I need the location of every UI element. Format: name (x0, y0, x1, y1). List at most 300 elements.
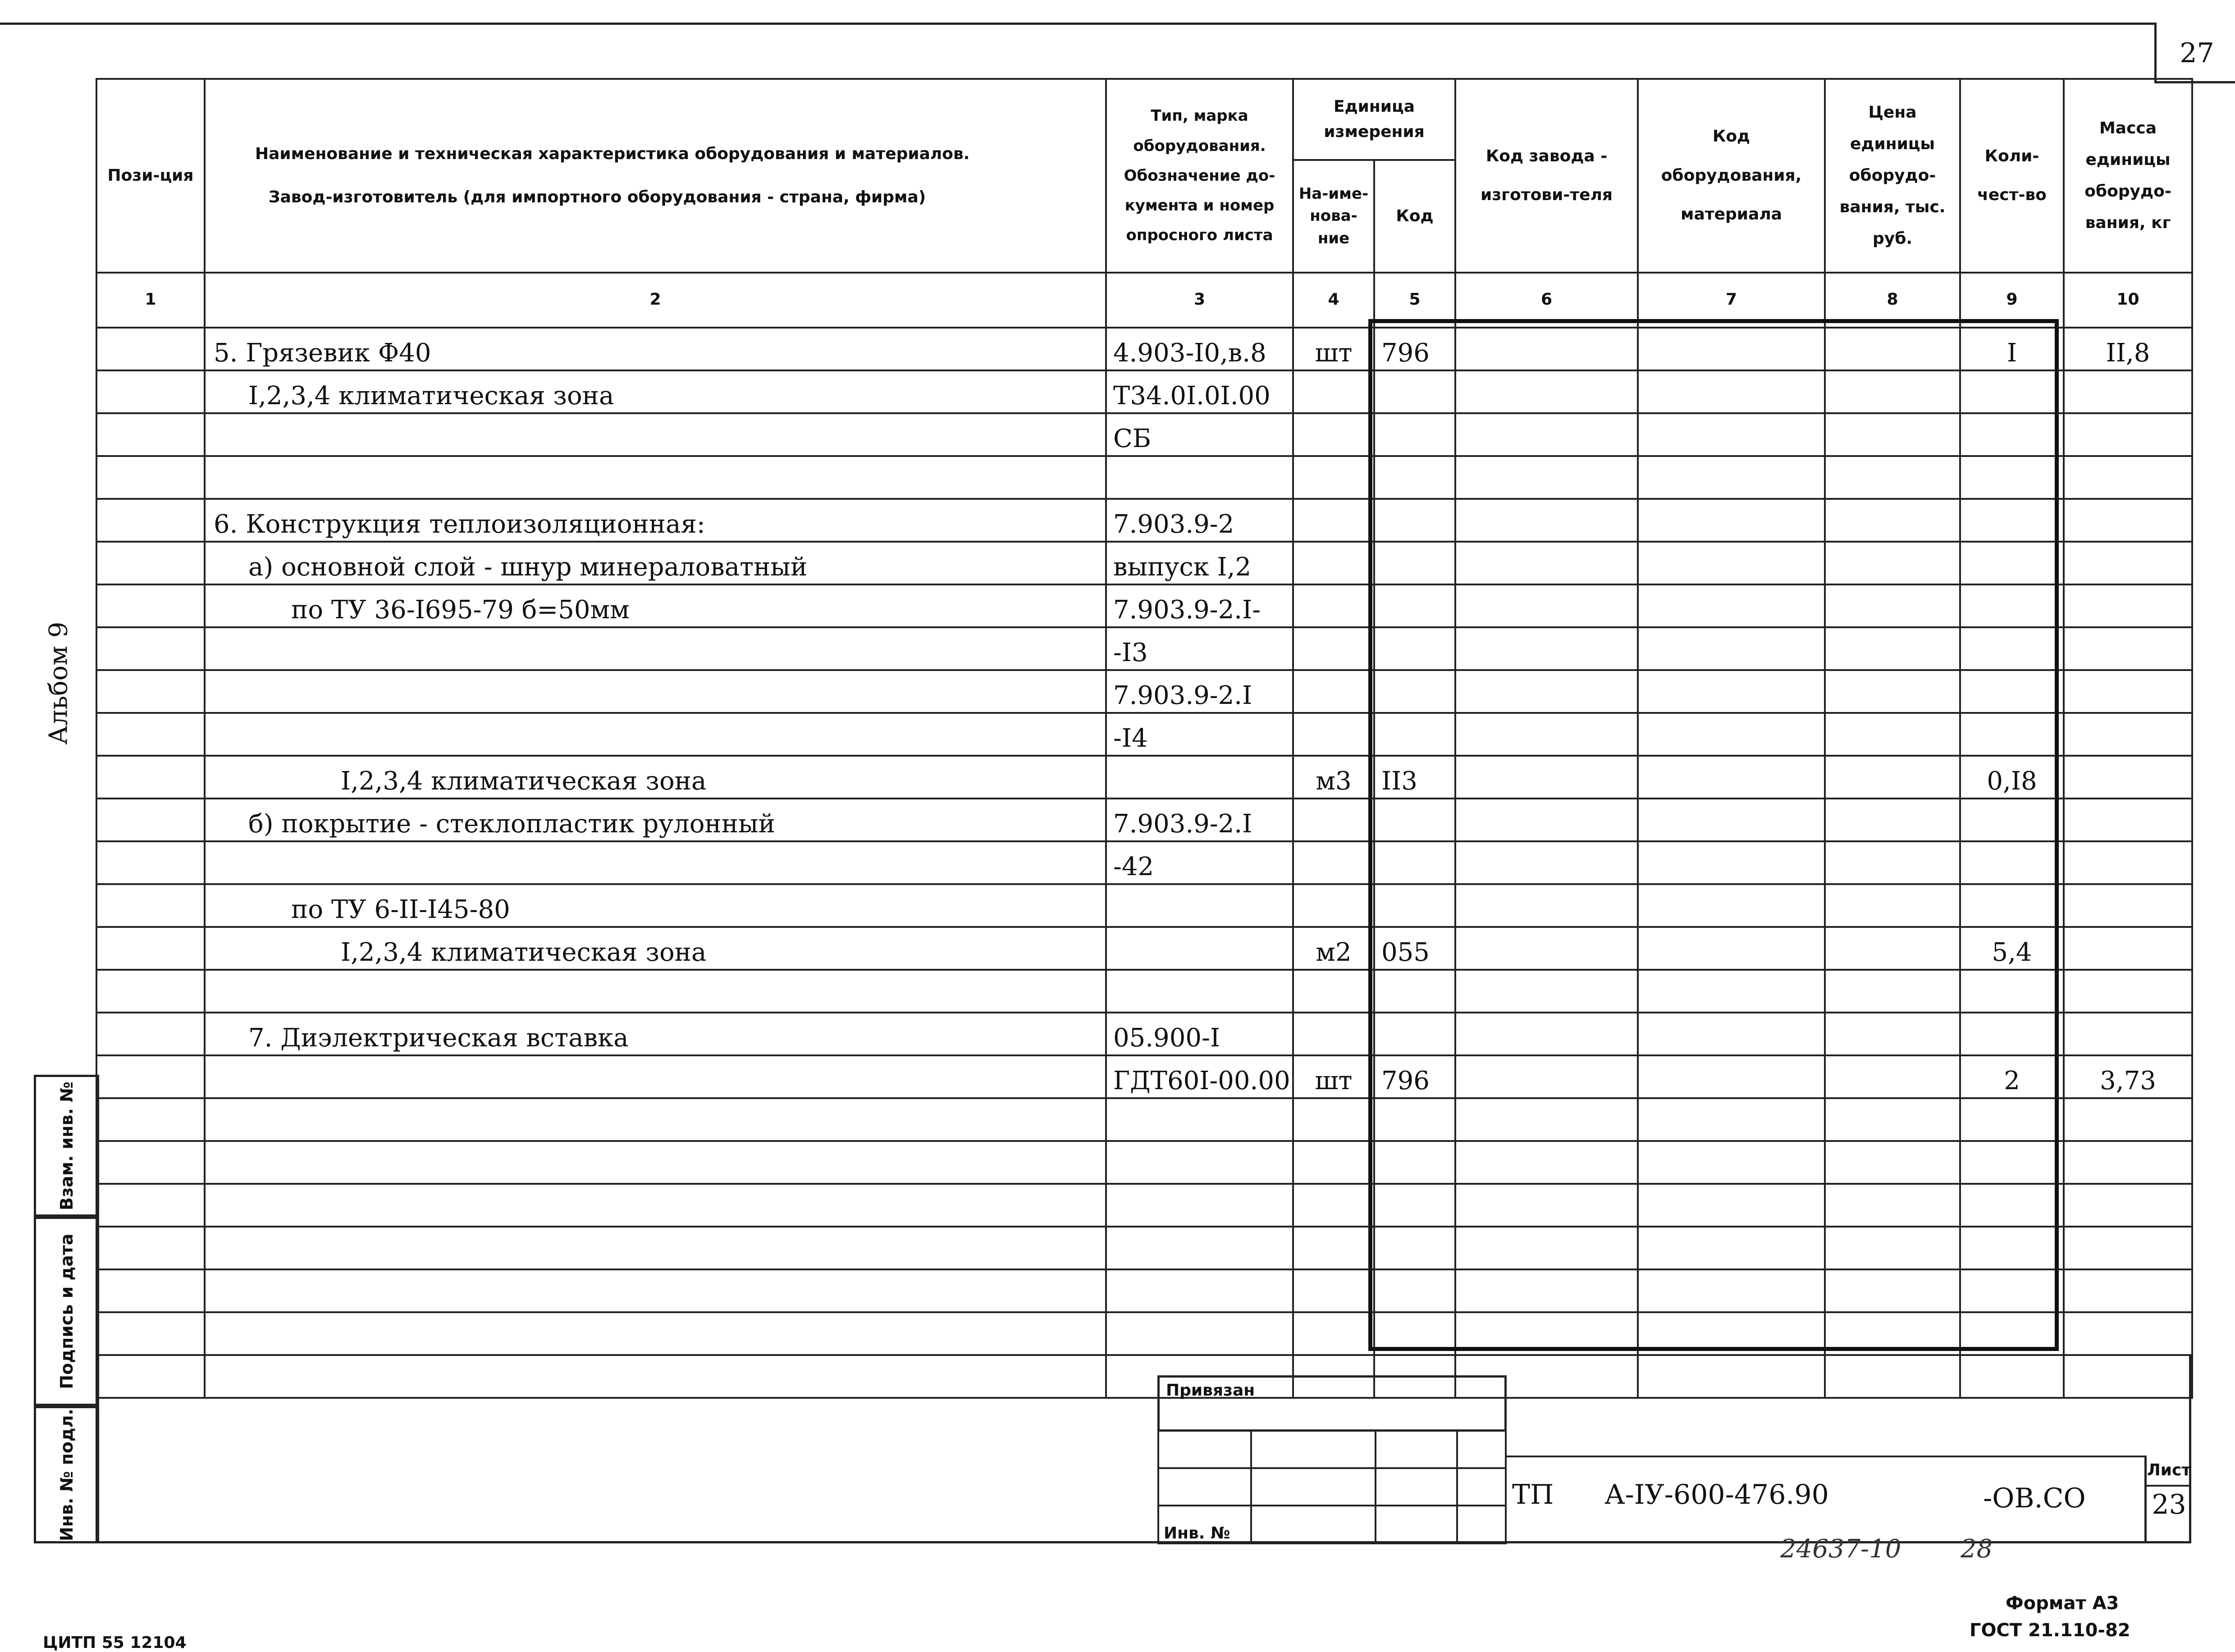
mass-cell (2064, 499, 2192, 542)
table-row (96, 970, 2192, 1013)
unit-name-cell: м3 (1293, 756, 1374, 799)
quantity-cell: I (1960, 328, 2064, 370)
format-label: Формат А3 (2006, 1593, 2119, 1614)
unit-name-cell (1293, 1227, 1374, 1269)
table-row (96, 499, 2192, 542)
quantity-cell (1960, 627, 2064, 670)
price-cell (1825, 370, 1960, 413)
printer-label: ЦИТП 55 12104 (43, 1634, 187, 1652)
column-number: 3 (1106, 273, 1293, 328)
factory-code-cell (1455, 927, 1638, 970)
name-cell (205, 1141, 1106, 1184)
quantity-cell: 0,I8 (1960, 756, 2064, 799)
quantity-cell (1960, 670, 2064, 713)
quantity-cell (1960, 1141, 2064, 1184)
price-cell (1825, 1098, 1960, 1141)
equipment-code-cell (1638, 413, 1825, 456)
table-row (96, 1013, 2192, 1055)
price-cell (1825, 841, 1960, 884)
mass-cell (2064, 884, 2192, 927)
price-cell (1825, 1141, 1960, 1184)
equipment-code-cell (1638, 799, 1825, 841)
equipment-code-cell (1638, 884, 1825, 927)
position-cell (96, 841, 205, 884)
unit-name-cell (1293, 456, 1374, 499)
price-cell (1825, 1269, 1960, 1312)
unit-code-cell (1374, 841, 1455, 884)
unit-name-cell (1293, 1184, 1374, 1227)
name-cell (205, 670, 1106, 713)
mass-cell (2064, 713, 2192, 756)
position-cell (96, 328, 205, 370)
position-cell (96, 584, 205, 627)
quantity-cell (1960, 370, 2064, 413)
top-border-line (0, 23, 2157, 25)
doc-cell (1106, 927, 1293, 970)
document-suffix: -ОВ.СО (1983, 1483, 2086, 1514)
price-cell (1825, 713, 1960, 756)
unit-name-cell (1293, 370, 1374, 413)
position-cell (96, 1141, 205, 1184)
quantity-cell (1960, 1013, 2064, 1055)
equipment-code-cell (1638, 584, 1825, 627)
price-cell (1825, 670, 1960, 713)
quantity-cell (1960, 584, 2064, 627)
table-row (96, 542, 2192, 584)
table-row (96, 884, 2192, 927)
price-cell (1825, 884, 1960, 927)
doc-cell: 7.903.9-2.I (1106, 670, 1293, 713)
header-factory-code: Код завода - изготови-теля (1455, 79, 1638, 273)
factory-code-cell (1455, 1141, 1638, 1184)
unit-name-cell (1293, 1269, 1374, 1312)
mass-cell (2064, 1269, 2192, 1312)
factory-code-cell (1455, 499, 1638, 542)
position-cell (96, 799, 205, 841)
name-cell (205, 1055, 1106, 1098)
header-unit-code: Код (1374, 160, 1455, 273)
position-cell (96, 542, 205, 584)
price-cell (1825, 1013, 1960, 1055)
table-row (96, 670, 2192, 713)
name-cell: б) покрытие - стеклопластик рулонный (205, 799, 1106, 841)
binding-block (1157, 1375, 1507, 1432)
price-cell (1825, 542, 1960, 584)
factory-code-cell (1455, 1312, 1638, 1355)
unit-name-cell: шт (1293, 1055, 1374, 1098)
name-cell (205, 713, 1106, 756)
mass-cell (2064, 584, 2192, 627)
equipment-code-cell (1638, 627, 1825, 670)
unit-code-cell (1374, 970, 1455, 1013)
quantity-cell (1960, 1184, 2064, 1227)
table-row (96, 413, 2192, 456)
column-number: 5 (1374, 273, 1455, 328)
header-price: Цена единицы оборудо-вания, тыс. руб. (1825, 79, 1960, 273)
sheet-label: Лист (2147, 1456, 2191, 1487)
column-number: 9 (1960, 273, 2064, 328)
unit-name-cell (1293, 413, 1374, 456)
archive-page: 28 (1961, 1534, 1993, 1564)
stamp-replaced-inventory-label: Взам. инв. № (56, 1081, 77, 1210)
factory-code-cell (1455, 1013, 1638, 1055)
bottom-frame (96, 1354, 2191, 1543)
mass-cell (2064, 1312, 2192, 1355)
equipment-code-cell (1638, 499, 1825, 542)
column-number: 8 (1825, 273, 1960, 328)
mass-cell (2064, 413, 2192, 456)
document-designation: А-IУ-600-476.90 (1604, 1479, 1829, 1511)
name-cell: 5. Грязевик Ф40 (205, 328, 1106, 370)
doc-cell (1106, 1098, 1293, 1141)
doc-cell: СБ (1106, 413, 1293, 456)
header-quantity: Коли-чест-во (1960, 79, 2064, 273)
unit-code-cell (1374, 713, 1455, 756)
unit-name-cell (1293, 1013, 1374, 1055)
table-row (96, 1141, 2192, 1184)
unit-code-cell (1374, 413, 1455, 456)
unit-name-cell (1293, 713, 1374, 756)
unit-name-cell (1293, 799, 1374, 841)
quantity-cell (1960, 970, 2064, 1013)
quantity-cell (1960, 456, 2064, 499)
name-cell: по ТУ 36-I695-79 б=50мм (205, 584, 1106, 627)
mass-cell (2064, 1184, 2192, 1227)
unit-code-cell (1374, 370, 1455, 413)
column-number: 2 (205, 273, 1106, 328)
mass-cell (2064, 756, 2192, 799)
unit-code-cell (1374, 1269, 1455, 1312)
position-cell (96, 370, 205, 413)
factory-code-cell (1455, 713, 1638, 756)
table-row (96, 927, 2192, 970)
sheet-page-number: 23 (2152, 1489, 2186, 1520)
factory-code-cell (1455, 627, 1638, 670)
position-cell (96, 1269, 205, 1312)
price-cell (1825, 1227, 1960, 1269)
equipment-code-cell (1638, 670, 1825, 713)
unit-name-cell (1293, 1312, 1374, 1355)
mass-cell (2064, 970, 2192, 1013)
position-cell (96, 499, 205, 542)
sheet-number: 27 (2180, 37, 2214, 69)
table-row (96, 841, 2192, 884)
price-cell (1825, 927, 1960, 970)
factory-code-cell (1455, 370, 1638, 413)
unit-name-cell: м2 (1293, 927, 1374, 970)
name-cell (205, 841, 1106, 884)
equipment-code-cell (1638, 1184, 1825, 1227)
table-row (96, 1184, 2192, 1227)
doc-cell: -I3 (1106, 627, 1293, 670)
name-cell: 6. Конструкция теплоизоляционная: (205, 499, 1106, 542)
unit-name-cell (1293, 1141, 1374, 1184)
equipment-code-cell (1638, 1227, 1825, 1269)
unit-code-cell: 796 (1374, 328, 1455, 370)
mass-cell (2064, 627, 2192, 670)
unit-name-cell (1293, 884, 1374, 927)
factory-code-cell (1455, 413, 1638, 456)
mass-cell (2064, 1227, 2192, 1269)
quantity-cell (1960, 799, 2064, 841)
name-cell: 7. Диэлектрическая вставка (205, 1013, 1106, 1055)
factory-code-cell (1455, 542, 1638, 584)
tp-label: ТП (1512, 1479, 1554, 1511)
quantity-cell (1960, 413, 2064, 456)
doc-cell: 7.903.9-2.I- (1106, 584, 1293, 627)
header-name-line1: Наименование и техническая характеристика оборудования и материалов. (255, 145, 970, 164)
position-cell (96, 627, 205, 670)
header-mass: Масса единицы оборудо-вания, кг (2064, 79, 2192, 273)
column-number-row (96, 273, 2192, 328)
table-row (96, 370, 2192, 413)
mass-cell: II,8 (2064, 328, 2192, 370)
equipment-code-cell (1638, 927, 1825, 970)
price-cell (1825, 328, 1960, 370)
table-row (96, 627, 2192, 670)
price-cell (1825, 1184, 1960, 1227)
quantity-cell: 2 (1960, 1055, 2064, 1098)
unit-name-cell (1293, 627, 1374, 670)
inventory-label: Инв. № (1164, 1524, 1230, 1542)
doc-cell (1106, 1312, 1293, 1355)
doc-cell (1106, 1141, 1293, 1184)
factory-code-cell (1455, 1227, 1638, 1269)
equipment-code-cell (1638, 713, 1825, 756)
stamp-signature-date (34, 1217, 99, 1406)
quantity-cell (1960, 1312, 2064, 1355)
unit-code-cell (1374, 1312, 1455, 1355)
position-cell (96, 927, 205, 970)
price-cell (1825, 627, 1960, 670)
mass-cell (2064, 542, 2192, 584)
table-row (96, 1055, 2192, 1098)
quantity-cell (1960, 1098, 2064, 1141)
mass-cell (2064, 456, 2192, 499)
column-number: 10 (2064, 273, 2192, 328)
stamp-replaced-inventory (34, 1075, 99, 1217)
factory-code-cell (1455, 670, 1638, 713)
unit-name-cell (1293, 584, 1374, 627)
column-number: 7 (1638, 273, 1825, 328)
equipment-code-cell (1638, 370, 1825, 413)
table-row (96, 1269, 2192, 1312)
factory-code-cell (1455, 1055, 1638, 1098)
equipment-code-cell (1638, 1141, 1825, 1184)
table-row (96, 584, 2192, 627)
doc-cell: -42 (1106, 841, 1293, 884)
table-row (96, 799, 2192, 841)
mass-cell (2064, 1141, 2192, 1184)
mass-cell (2064, 670, 2192, 713)
position-cell (96, 970, 205, 1013)
quantity-cell (1960, 884, 2064, 927)
column-number: 1 (96, 273, 205, 328)
unit-name-cell (1293, 670, 1374, 713)
position-cell (96, 670, 205, 713)
position-cell (96, 713, 205, 756)
doc-cell (1106, 1269, 1293, 1312)
price-cell (1825, 499, 1960, 542)
doc-cell: Т34.0I.0I.00 (1106, 370, 1293, 413)
equipment-code-cell (1638, 542, 1825, 584)
position-cell (96, 1055, 205, 1098)
unit-name-cell (1293, 499, 1374, 542)
table-row (96, 456, 2192, 499)
factory-code-cell (1455, 799, 1638, 841)
factory-code-cell (1455, 584, 1638, 627)
binding-label: Привязан (1166, 1381, 1255, 1400)
table-row (96, 756, 2192, 799)
factory-code-cell (1455, 1184, 1638, 1227)
doc-cell (1106, 970, 1293, 1013)
price-cell (1825, 1055, 1960, 1098)
header-name (205, 79, 1106, 273)
header-unit-name: На-име-нова-ние (1293, 160, 1374, 273)
doc-cell (1106, 756, 1293, 799)
unit-code-cell (1374, 670, 1455, 713)
quantity-cell: 5,4 (1960, 927, 2064, 970)
unit-code-cell: 796 (1374, 1055, 1455, 1098)
name-cell: по ТУ 6-II-I45-80 (205, 884, 1106, 927)
position-cell (96, 1312, 205, 1355)
quantity-cell (1960, 841, 2064, 884)
name-cell: I,2,3,4 климатическая зона (205, 927, 1106, 970)
position-cell (96, 756, 205, 799)
position-cell (96, 1098, 205, 1141)
table-row (96, 1312, 2192, 1355)
factory-code-cell (1455, 456, 1638, 499)
price-cell (1825, 413, 1960, 456)
header-unit-group: Единица измерения (1293, 79, 1455, 160)
factory-code-cell (1455, 328, 1638, 370)
unit-code-cell (1374, 1013, 1455, 1055)
equipment-code-cell (1638, 1269, 1825, 1312)
sheet-number-box (2154, 25, 2235, 83)
factory-code-cell (1455, 970, 1638, 1013)
designation-separator (1507, 1456, 2144, 1457)
name-cell (205, 970, 1106, 1013)
factory-code-cell (1455, 756, 1638, 799)
position-cell (96, 413, 205, 456)
unit-code-cell (1374, 542, 1455, 584)
equipment-code-cell (1638, 1013, 1825, 1055)
stamp-original-inventory-label: Инв. № подл. (56, 1408, 77, 1541)
position-cell (96, 884, 205, 927)
quantity-cell (1960, 542, 2064, 584)
mass-cell: 3,73 (2064, 1055, 2192, 1098)
unit-code-cell: II3 (1374, 756, 1455, 799)
equipment-code-cell (1638, 841, 1825, 884)
price-cell (1825, 756, 1960, 799)
unit-code-cell (1374, 1141, 1455, 1184)
position-cell (96, 1184, 205, 1227)
name-cell (205, 1184, 1106, 1227)
unit-name-cell (1293, 841, 1374, 884)
equipment-code-cell (1638, 1098, 1825, 1141)
position-cell (96, 1013, 205, 1055)
price-cell (1825, 456, 1960, 499)
mass-cell (2064, 1098, 2192, 1141)
mass-cell (2064, 370, 2192, 413)
equipment-code-cell (1638, 328, 1825, 370)
unit-name-cell (1293, 1098, 1374, 1141)
mass-cell (2064, 1013, 2192, 1055)
doc-cell: 05.900-I (1106, 1013, 1293, 1055)
quantity-cell (1960, 499, 2064, 542)
table-row (96, 1098, 2192, 1141)
doc-cell: ГДТ60I-00.00 (1106, 1055, 1293, 1098)
archive-number: 24637-10 (1780, 1534, 1901, 1564)
sheet-box (2144, 1456, 2191, 1541)
doc-cell (1106, 1184, 1293, 1227)
unit-code-cell (1374, 456, 1455, 499)
header-type: Тип, марка оборудования. Обозначение до-кумента и номер опросного листа (1106, 79, 1293, 273)
price-cell (1825, 970, 1960, 1013)
name-cell (205, 1098, 1106, 1141)
unit-code-cell: 055 (1374, 927, 1455, 970)
quantity-cell (1960, 1227, 2064, 1269)
price-cell (1825, 1312, 1960, 1355)
doc-cell: 7.903.9-2 (1106, 499, 1293, 542)
equipment-code-cell (1638, 1055, 1825, 1098)
inventory-cell (1158, 1506, 1251, 1543)
doc-cell (1106, 884, 1293, 927)
equipment-code-cell (1638, 970, 1825, 1013)
table-row (96, 1227, 2192, 1269)
stamp-original-inventory (34, 1406, 99, 1543)
column-number: 4 (1293, 273, 1374, 328)
doc-cell: 4.903-I0,в.8 (1106, 328, 1293, 370)
factory-code-cell (1455, 1098, 1638, 1141)
unit-code-cell (1374, 884, 1455, 927)
header-name-line2: Завод-изготовитель (для импортного оборудования - страна, фирма) (269, 188, 926, 206)
doc-cell (1106, 456, 1293, 499)
position-cell (96, 456, 205, 499)
price-cell (1825, 799, 1960, 841)
unit-code-cell (1374, 1227, 1455, 1269)
unit-code-cell (1374, 1098, 1455, 1141)
factory-code-cell (1455, 1269, 1638, 1312)
name-cell (205, 1269, 1106, 1312)
album-label: Альбом 9 (44, 621, 73, 745)
name-cell (205, 627, 1106, 670)
equipment-code-cell (1638, 756, 1825, 799)
quantity-cell (1960, 1269, 2064, 1312)
stamp-signature-date-label: Подпись и дата (56, 1233, 77, 1389)
binding-grid (1157, 1429, 1507, 1544)
mass-cell (2064, 799, 2192, 841)
header-position: Пози-ция (96, 79, 205, 273)
name-cell: а) основной слой - шнур минераловатный (205, 542, 1106, 584)
table-row (96, 328, 2192, 370)
name-cell (205, 413, 1106, 456)
header-equipment-code: Код оборудования, материала (1638, 79, 1825, 273)
doc-cell: -I4 (1106, 713, 1293, 756)
name-cell: I,2,3,4 климатическая зона (205, 756, 1106, 799)
unit-code-cell (1374, 499, 1455, 542)
column-number: 6 (1455, 273, 1638, 328)
unit-name-cell (1293, 542, 1374, 584)
price-cell (1825, 584, 1960, 627)
specification-table (96, 78, 2193, 1399)
mass-cell (2064, 927, 2192, 970)
name-cell (205, 1312, 1106, 1355)
factory-code-cell (1455, 841, 1638, 884)
unit-code-cell (1374, 1184, 1455, 1227)
name-cell: I,2,3,4 климатическая зона (205, 370, 1106, 413)
table-row (96, 713, 2192, 756)
